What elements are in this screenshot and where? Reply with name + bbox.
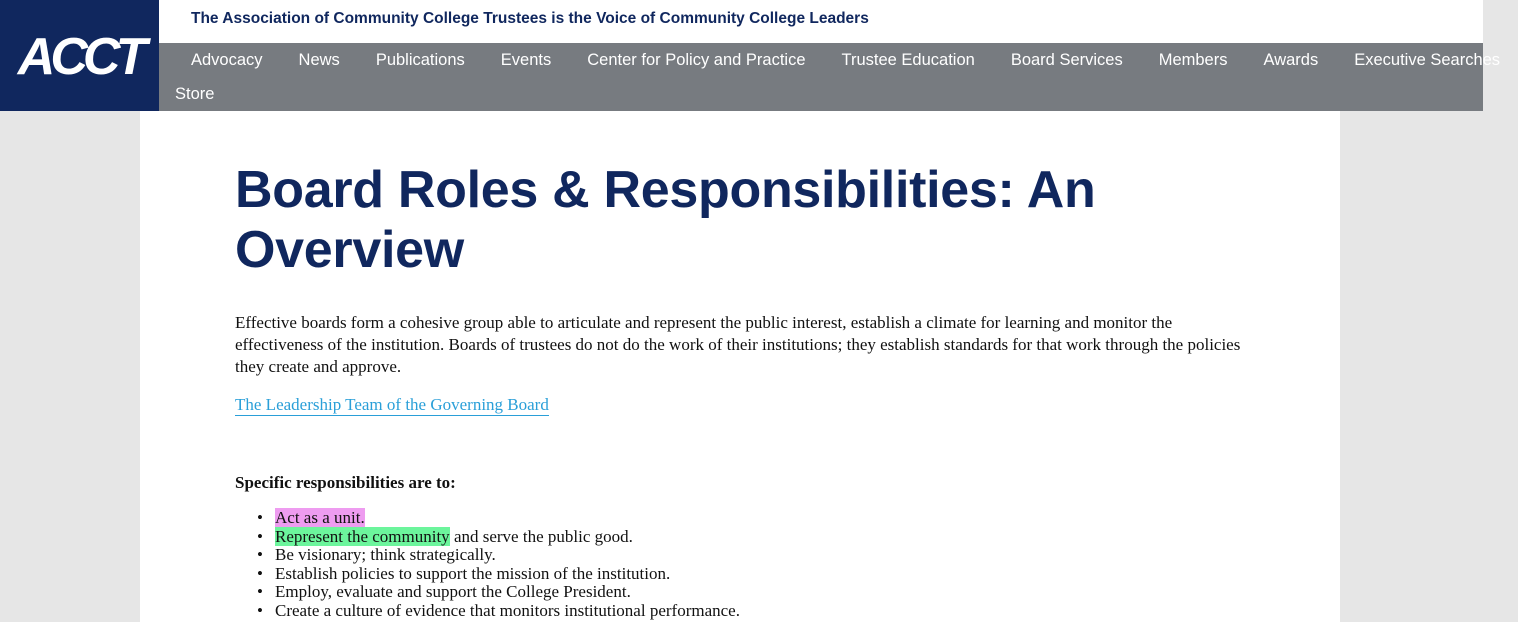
logo-text: ACCT [17,27,142,86]
page-title: Board Roles & Responsibilities: An Overview [235,161,1096,279]
nav-item-trustee-education[interactable]: Trustee Education [841,51,975,69]
acct-logo-mark [17,27,142,86]
list-item: • Be visionary; think strategically. [275,546,1275,565]
list-item: • Establish policies to support the mission of the institution. [275,565,1275,584]
nav-item-publications[interactable]: Publications [375,51,465,69]
highlighted-text: Act as a unit. [275,508,365,527]
nav-row-2 [157,84,232,104]
nav-item-executive-searches[interactable]: Executive Searches [1354,51,1501,69]
responsibilities-heading: Specific responsibilities are to: [235,473,456,492]
nav-item-center-for-policy[interactable]: Center for Policy and Practice [587,51,806,69]
tagline-bar [159,0,1483,43]
acct-logo[interactable] [0,0,159,111]
nav-item-news[interactable]: News [298,51,340,69]
list-item [275,509,1275,528]
responsibilities-list [275,509,1275,620]
list-item: • Represent the community and serve the public good. [275,528,1275,547]
highlighted-text: Represent the community [275,526,450,546]
main-navigation [159,43,1501,111]
main-content [140,111,1340,622]
nav-row-1 [173,50,1518,70]
leadership-team-link[interactable]: The Leadership Team of the Governing Board [235,395,549,414]
nav-item-advocacy[interactable]: Advocacy [191,51,263,69]
list-item: • Employ, evaluate and support the College President. [275,583,1275,602]
nav-item-events[interactable]: Events [500,51,552,69]
nav-item-store[interactable]: Store [175,85,215,103]
nav-item-awards[interactable]: Awards [1263,51,1319,69]
list-item: • Create a culture of evidence that monitors institutional performance. [275,602,1275,621]
nav-item-board-services[interactable]: Board Services [1010,51,1123,69]
nav-item-members[interactable]: Members [1158,51,1228,69]
tagline: The Association of Community College Trustees is the Voice of Community College Leaders [191,10,869,27]
intro-paragraph: Effective boards form a cohesive group able to articulate and represent the public interest, establish a climate for learning and monitor the effectiveness of the institution. Boards of trustees do not do the work of their institutions; they establish standards for that work through the policies they create and approve. [235,313,1241,376]
